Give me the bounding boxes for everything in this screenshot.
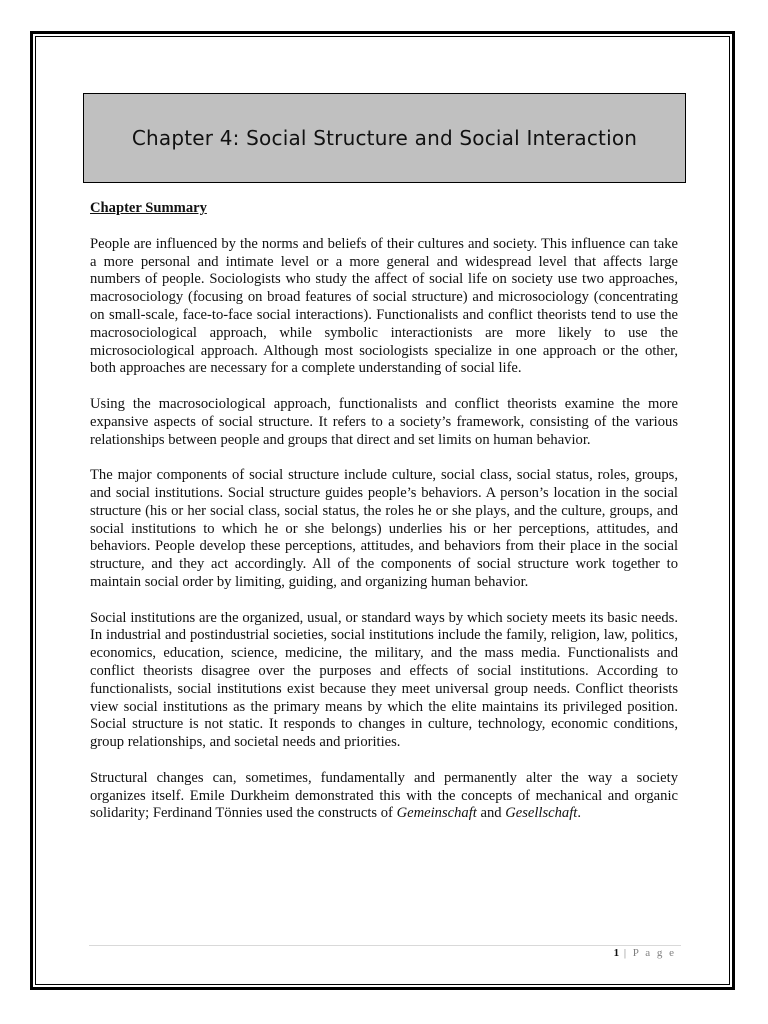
term-gemeinschaft: Gemeinschaft — [396, 805, 477, 822]
page-number: 1 — [613, 947, 620, 959]
term-gesellschaft: Gesellschaft — [505, 805, 578, 822]
section-heading: Chapter Summary — [90, 200, 207, 216]
page-label: P a g e — [632, 947, 676, 959]
paragraph: Using the macrosociological approach, functionalists and conflict theorists examine the more expansive aspects of social structure. It refers to a society’s framework, consisting of the various relationships between people and groups that direct and set limits on human behavior. — [90, 395, 678, 448]
paragraph: Social institutions are the organized, usual, or standard ways by which society meets its basic needs. In industrial and postindustrial societies, social institutions include the family, religion, law, politics, economics, education, science, medicine, the military, and the mass media. Functionalists and conflict theorists disagree over the purposes and effects of social institutions. According to functionalists, social institutions exist because they meet universal group needs. Conflict theorists view social institutions as the primary means by which the elite maintains its privileged position. Social structure is not static. It responds to changes in culture, technology, economic conditions, group relationships, and societal needs and priorities. — [90, 609, 678, 751]
paragraph-last — [90, 770, 678, 823]
chapter-title: Chapter 4: Social Structure and Social Interaction — [131, 126, 638, 150]
document-body — [90, 200, 678, 841]
paragraph: The major components of social structure include culture, social class, social status, roles, groups, and social institutions. Social structure guides people’s behaviors. A person’s location in the social structure (his or her social class, social status, the roles he or she plays, and the culture, groups, and social institutions to which he or she belongs) underlies his or her perceptions, attitudes, and behaviors. People develop these perceptions, attitudes, and behaviors from their place in the social structure, and they act accordingly. All of the components of social structure work together to maintain social order by limiting, guiding, and organizing human behavior. — [90, 467, 678, 590]
paragraph-text: . — [577, 805, 581, 822]
page-separator: | — [619, 947, 633, 959]
chapter-title-box — [83, 93, 686, 183]
paragraph-text: and — [476, 805, 506, 822]
paragraph-text: Structural changes can, sometimes, fundamentally and permanently alter the way a society organizes itself. Emile Durkheim demonstrated this with the concepts of mechanical and organic solidarity; Ferdinand Tönnies used the constructs of — [90, 769, 678, 822]
page-footer — [614, 947, 676, 959]
paragraph: People are influenced by the norms and beliefs of their cultures and society. This influence can take a more personal and intimate level or a more general and widespread level that affects large numbers of people. Sociologists who study the affect of social life on society use two approaches, macrosociology (focusing on broad features of social structure) and microsociology (concentrating on small-scale, face-to-face social interactions). Functionalists and conflict theorists tend to use the macrosociological approach, while symbolic interactionists are more likely to use the microsociological approach. Although most sociologists specialize in one approach or the other, both approaches are necessary for a complete understanding of social life. — [90, 235, 678, 377]
footer-divider — [89, 945, 681, 946]
